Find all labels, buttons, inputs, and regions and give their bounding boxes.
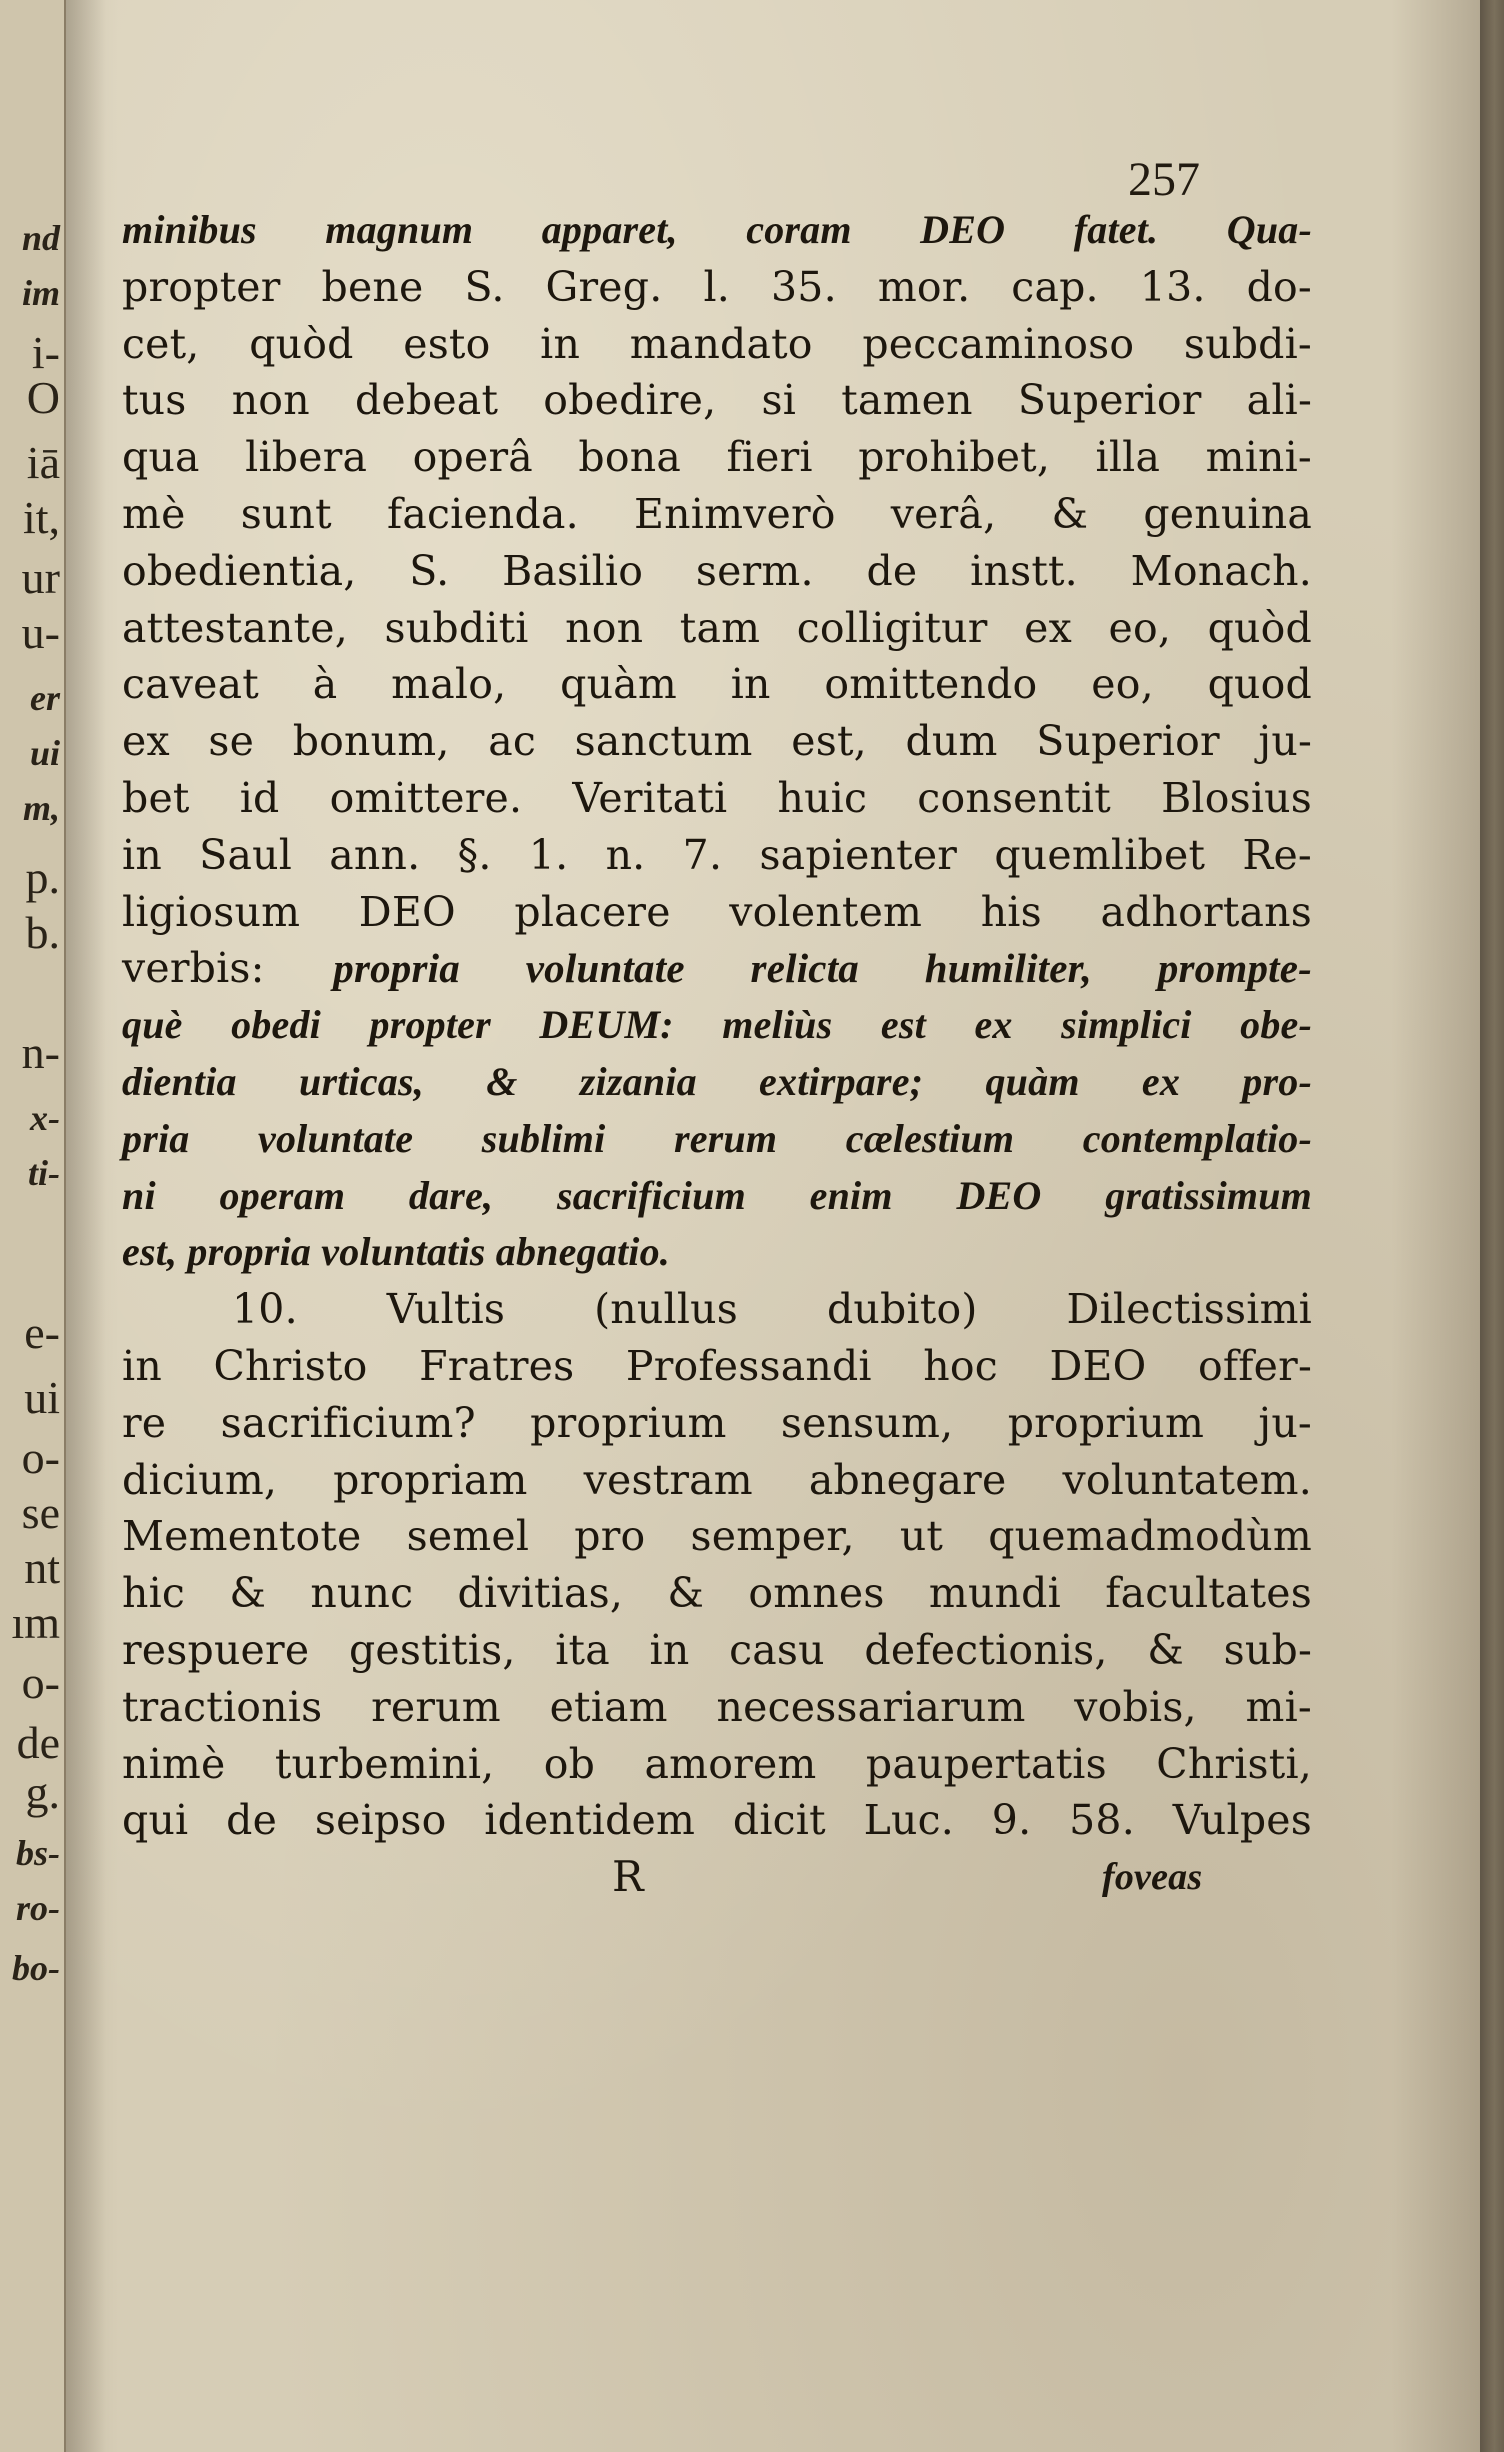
facing-fragment: ui (29, 733, 60, 773)
facing-fragment: ti- (28, 1153, 60, 1193)
page-number: 257 (1128, 153, 1200, 206)
text-line: attestante, subditi non tam colligitur ex eo, quòd (122, 603, 1312, 652)
text-line: obedientia, S. Basilio serm. de instt. Monach. (122, 546, 1312, 595)
text-line: cet, quòd esto in mandato peccaminoso subdi- (122, 319, 1312, 368)
text-line: dicium, propriam vestram abnegare voluntatem. (122, 1455, 1312, 1504)
text-line: respuere gestitis, ita in casu defectionis, & sub- (122, 1625, 1312, 1674)
facing-fragment: de (16, 1717, 60, 1768)
facing-fragment: x- (30, 1098, 60, 1138)
text-line: in Saul ann. §. 1. n. 7. sapienter quemlibet Re- (122, 830, 1312, 879)
text-line: pria voluntate sublimi rerum cælestium contemplatio- (122, 1115, 1312, 1161)
text-line: re sacrificium? proprium sensum, proprium ju- (122, 1398, 1312, 1447)
facing-fragment: it, (22, 492, 60, 543)
facing-fragment: n- (21, 1027, 60, 1078)
facing-fragment: bo- (12, 1948, 60, 1988)
signature-line (122, 1849, 1312, 1906)
facing-fragment: g. (25, 1767, 60, 1818)
text-line: Mementote semel pro semper, ut quemadmodùm (122, 1512, 1312, 1561)
facing-fragment: u- (21, 607, 60, 658)
text-line: ligiosum DEO placere volentem his adhortans (122, 887, 1312, 936)
facing-fragment: e- (24, 1307, 60, 1358)
text-block (122, 202, 1312, 1906)
facing-fragment: bs- (16, 1833, 60, 1873)
text-line: què obedi propter DEUM: meliùs est ex simplici obe- (122, 1002, 1312, 1048)
facing-fragment: m, (22, 788, 60, 828)
facing-fragment: ım (11, 1597, 60, 1648)
paragraph-start-line: 10. Vultis (nullus dubito) Dilectissimi (232, 1285, 1312, 1334)
text-line: est, propria voluntatis abnegatio. (122, 1229, 670, 1275)
facing-fragment: ro- (16, 1888, 60, 1928)
text-line: bet id omittere. Veritati huic consentit Blosius (122, 773, 1312, 822)
facing-fragment: o- (21, 1657, 60, 1708)
facing-fragment: iā (26, 437, 60, 488)
text-line: caveat à malo, quàm in omittendo eo, quod (122, 660, 1312, 709)
facing-page-edge (0, 0, 66, 2452)
text-line: in Christo Fratres Professandi hoc DEO offer- (122, 1341, 1312, 1390)
facing-fragment: i- (31, 327, 60, 378)
signature-mark: R (612, 1852, 644, 1902)
text-line: tus non debeat obedire, si tamen Superior ali- (122, 376, 1312, 425)
text-line: tractionis rerum etiam necessariarum vobis, mi- (122, 1682, 1312, 1731)
text-line: mè sunt facienda. Enimverò verâ, & genuina (122, 489, 1312, 538)
text-line: ex se bonum, ac sanctum est, dum Superior ju- (122, 717, 1312, 766)
text-line: qua libera operâ bona fieri prohibet, illa mini- (122, 433, 1312, 482)
text-line: qui de seipso identidem dicit Luc. 9. 58. Vulpes (122, 1796, 1312, 1845)
facing-fragment: er (30, 678, 60, 718)
catchword: foveas (1102, 1856, 1203, 1899)
facing-fragment: b. (25, 907, 60, 958)
gutter-shadow (66, 0, 106, 2452)
facing-fragment: ui (24, 1372, 60, 1423)
facing-fragment: ur (21, 552, 60, 603)
text-line: propter bene S. Greg. l. 35. mor. cap. 13. do- (122, 262, 1312, 311)
facing-fragment: se (21, 1487, 60, 1538)
text-line: nimè turbemini, ob amorem paupertatis Christi, (122, 1739, 1312, 1788)
facing-fragment: o- (21, 1432, 60, 1483)
facing-fragment: nt (24, 1542, 60, 1593)
book-edge (1480, 0, 1504, 2452)
text-line: ni operam dare, sacrificium enim DEO gratissimum (122, 1172, 1312, 1218)
text-line: verbis: propria voluntate relicta humiliter, prompte- (122, 944, 1313, 993)
text-line: minibus magnum apparet, coram DEO fatet. Qua- (122, 207, 1312, 252)
facing-fragment: O (26, 372, 60, 423)
facing-fragment: p. (25, 852, 60, 903)
facing-fragment: nd (21, 218, 60, 258)
text-line: dientia urticas, & zizania extirpare; quàm ex pro- (122, 1058, 1312, 1104)
facing-fragment: im (21, 273, 60, 313)
text-line: hic & nunc divitias, & omnes mundi facultates (122, 1569, 1312, 1618)
